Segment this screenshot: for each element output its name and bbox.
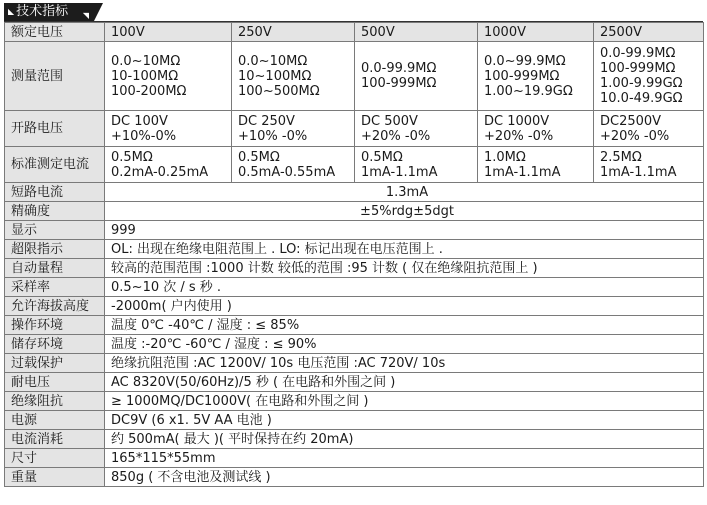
cell-line: DC 100V <box>111 113 168 129</box>
row-value: 999 <box>105 221 704 240</box>
open-voltage-cell <box>478 111 594 147</box>
cell-line: 0.5MΩ <box>361 149 403 165</box>
open-voltage-cell <box>232 111 355 147</box>
row-label: 标准测定电流 <box>5 147 105 183</box>
row-value: 0.5~10 次 / s 秒 . <box>105 278 704 297</box>
row-value: AC 8320V(50/60Hz)/5 秒 ( 在电路和外围之间 ) <box>105 373 704 392</box>
row-value: 约 500mA( 最大 )( 平时保持在约 20mA) <box>105 430 704 449</box>
open-voltage-cell <box>355 111 478 147</box>
triangle-marker-icon: ◣ <box>8 7 15 16</box>
range-cell <box>478 42 594 111</box>
cell-line: 10.0-49.9GΩ <box>600 91 683 106</box>
cell-line: +20% -0% <box>484 128 554 144</box>
cell-line: 0.0~10MΩ <box>111 53 181 69</box>
voltage-header: 250V <box>232 23 355 42</box>
table-row <box>5 42 704 111</box>
cell-line: DC 500V <box>361 113 418 129</box>
row-value: 温度 :-20℃ -60℃ / 湿度 : ≤ 90% <box>105 335 704 354</box>
range-cell <box>355 42 478 111</box>
cell-line: +10%-0% <box>111 128 177 144</box>
row-value: 温度 0℃ -40℃ / 湿度 : ≤ 85% <box>105 316 704 335</box>
spec-table <box>4 22 704 487</box>
cell-line: 10~100MΩ <box>238 68 312 84</box>
row-label: 测量范围 <box>5 42 105 111</box>
row-value: 绝缘抗阻范围 :AC 1200V/ 10s 电压范围 :AC 720V/ 10s <box>105 354 704 373</box>
table-row <box>5 449 704 468</box>
section-title-text: 技术指标 <box>16 4 69 19</box>
row-label: 电源 <box>5 411 105 430</box>
row-label: 储存环境 <box>5 335 105 354</box>
cell-line: 100-999MΩ <box>600 61 676 76</box>
cell-line: 100-200MΩ <box>111 83 187 99</box>
row-label: 显示 <box>5 221 105 240</box>
table-row <box>5 373 704 392</box>
range-cell <box>232 42 355 111</box>
cell-line: +20% -0% <box>600 128 670 144</box>
cell-line: 1mA-1.1mA <box>361 164 438 180</box>
voltage-header: 2500V <box>594 23 704 42</box>
cell-line: 1mA-1.1mA <box>600 164 677 180</box>
cell-line: 0.5MΩ <box>238 149 280 165</box>
table-row <box>5 411 704 430</box>
row-label: 精确度 <box>5 202 105 221</box>
cell-line: 1.0MΩ <box>484 149 526 165</box>
cell-line: 0.0-99.9MΩ <box>361 61 437 76</box>
table-row <box>5 240 704 259</box>
voltage-header: 1000V <box>478 23 594 42</box>
cell-line: DC 250V <box>238 113 295 129</box>
cell-line: 0.5mA-0.55mA <box>238 164 336 180</box>
std-current-cell <box>355 147 478 183</box>
table-row <box>5 259 704 278</box>
row-label: 允许海拔高度 <box>5 297 105 316</box>
row-value: 165*115*55mm <box>105 449 704 468</box>
cell-line: 0.0~99.9MΩ <box>484 53 566 69</box>
row-label: 短路电流 <box>5 183 105 202</box>
cell-line: DC 1000V <box>484 113 550 129</box>
cell-line: 100-999MΩ <box>361 76 437 91</box>
row-value: ±5%rdg±5dgt <box>105 202 704 221</box>
table-row <box>5 278 704 297</box>
row-label: 开路电压 <box>5 111 105 147</box>
cell-line: 1.00-9.99GΩ <box>600 76 683 91</box>
row-label: 电流消耗 <box>5 430 105 449</box>
std-current-cell <box>478 147 594 183</box>
row-value: 850g ( 不含电池及测试线 ) <box>105 468 704 487</box>
table-row <box>5 354 704 373</box>
row-label: 重量 <box>5 468 105 487</box>
row-label: 额定电压 <box>5 23 105 42</box>
row-value: DC9V (6 x1. 5V AA 电池 ) <box>105 411 704 430</box>
row-label: 绝缘阻抗 <box>5 392 105 411</box>
row-label: 自动量程 <box>5 259 105 278</box>
row-label: 超限指示 <box>5 240 105 259</box>
row-label: 操作环境 <box>5 316 105 335</box>
table-row <box>5 335 704 354</box>
table-row <box>5 392 704 411</box>
cell-line: 0.5MΩ <box>111 149 153 165</box>
table-row <box>5 297 704 316</box>
row-value: 较高的范围范围 :1000 计数 较低的范围 :95 计数 ( 仅在绝缘阻抗范围上 ) <box>105 259 704 278</box>
row-label: 采样率 <box>5 278 105 297</box>
title-tab-slant <box>94 3 103 21</box>
std-current-cell <box>232 147 355 183</box>
table-row <box>5 202 704 221</box>
table-row <box>5 23 704 42</box>
row-label: 尺寸 <box>5 449 105 468</box>
voltage-header: 500V <box>355 23 478 42</box>
table-row <box>5 111 704 147</box>
table-row <box>5 221 704 240</box>
cell-line: 100~500MΩ <box>238 83 320 99</box>
cell-line: 2.5MΩ <box>600 149 642 165</box>
std-current-cell <box>594 147 704 183</box>
cell-line: 1.00~19.9GΩ <box>484 83 573 99</box>
row-label: 过载保护 <box>5 354 105 373</box>
open-voltage-cell <box>105 111 232 147</box>
section-title <box>4 3 94 21</box>
cell-line: DC2500V <box>600 113 662 129</box>
cell-line: 0.0~10MΩ <box>238 53 308 69</box>
cell-line: 0.0-99.9MΩ <box>600 46 676 61</box>
cell-line: +20% -0% <box>361 128 431 144</box>
open-voltage-cell <box>594 111 704 147</box>
table-row <box>5 147 704 183</box>
row-value: -2000m( 户内使用 ) <box>105 297 704 316</box>
row-value: ≥ 1000MQ/DC1000V( 在电路和外围之间 ) <box>105 392 704 411</box>
voltage-header: 100V <box>105 23 232 42</box>
cell-line: +10% -0% <box>238 128 308 144</box>
triangle-marker-icon: ◥ <box>82 11 89 20</box>
table-row <box>5 316 704 335</box>
spec-table-body <box>5 23 704 487</box>
cell-line: 1mA-1.1mA <box>484 164 561 180</box>
table-row <box>5 430 704 449</box>
row-value: OL: 出现在绝缘电阻范围上 . LO: 标记出现在电压范围上 . <box>105 240 704 259</box>
table-row <box>5 468 704 487</box>
range-cell <box>594 42 704 111</box>
range-cell <box>105 42 232 111</box>
table-row <box>5 183 704 202</box>
cell-line: 0.2mA-0.25mA <box>111 164 209 180</box>
std-current-cell <box>105 147 232 183</box>
cell-line: 10-100MΩ <box>111 68 179 84</box>
row-label: 耐电压 <box>5 373 105 392</box>
row-value: 1.3mA <box>105 183 704 202</box>
cell-line: 100-999MΩ <box>484 68 560 84</box>
